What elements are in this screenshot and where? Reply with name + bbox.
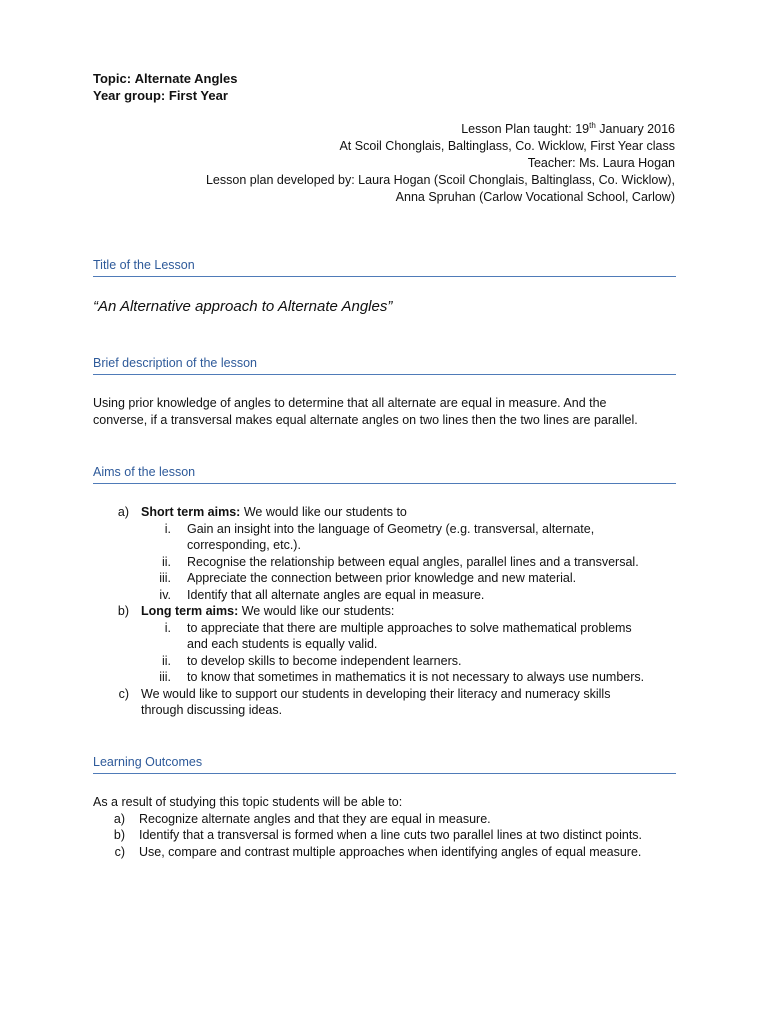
topic-block [93,70,237,104]
aim-item [93,504,693,521]
aim-label: a) [117,505,129,519]
aim-subitem [93,669,693,686]
subitem-label: iii. [159,670,171,684]
year-group-label: Year group: [93,88,166,103]
aim-label: c) [118,686,129,701]
outcome-item [93,811,693,828]
topic-label: Topic: [93,71,132,86]
aim-text: We would like to support our students in developing their literacy and numeracy skills [141,686,611,701]
title-section-header [93,257,676,277]
subitem-label: iii. [159,571,171,585]
school-line: At Scoil Chonglais, Baltinglass, Co. Wicklow, First Year class [339,139,675,153]
lesson-meta [206,121,675,206]
section-heading: Title of the Lesson [93,257,676,277]
subitem-text: to develop skills to become independent learners. [187,653,462,668]
taught-date-suffix: January 2016 [595,122,675,136]
outcomes-list [93,794,693,860]
subitem-label: ii. [161,554,171,569]
subitem-label: i. [164,620,171,635]
aim-subitem [93,653,693,670]
outcomes-section-header [93,754,676,774]
lesson-title: “An Alternative approach to Alternate Angles” [93,298,393,315]
teacher-line: Teacher: Ms. Laura Hogan [527,156,675,170]
aim-text: We would like our students to [240,505,407,519]
subitem-label: iv. [159,587,171,602]
subitem-text: Gain an insight into the language of Geometry (e.g. transversal, alternate, [187,521,595,536]
subitem-text: Recognise the relationship between equal angles, parallel lines and a transversal. [187,554,639,569]
subitem-text: Identify that all alternate angles are equal in measure. [187,587,485,602]
aim-label: b) [117,604,129,618]
aim-subitem [93,554,693,571]
description-text [93,395,683,429]
subitem-text: Appreciate the connection between prior knowledge and new material. [187,571,577,585]
outcome-item [93,844,693,861]
outcome-label: a) [113,811,125,826]
aim-text: We would like our students: [238,604,395,618]
subitem-label: i. [164,521,171,536]
subitem-text: to appreciate that there are multiple approaches to solve mathematical problems [187,620,632,635]
topic-line [93,70,237,87]
aim-subitem [93,587,693,604]
taught-date-sup: th [589,120,596,130]
aim-title: Long term aims: [141,604,239,618]
taught-date [206,121,675,138]
subitem-label: ii. [161,653,171,668]
aim-item [93,603,693,620]
subitem-text: corresponding, etc.). [187,538,301,552]
section-heading: Brief description of the lesson [93,355,676,375]
year-group-value: First Year [168,88,228,103]
description-line: converse, if a transversal makes equal alternate angles on two lines then the two lines are parallel. [93,413,638,427]
aims-list [93,504,693,719]
section-heading: Aims of the lesson [93,464,676,484]
year-group-line [93,87,237,104]
section-heading: Learning Outcomes [93,754,676,774]
taught-date-prefix: Lesson Plan taught: 19 [461,122,590,136]
topic-value: Alternate Angles [134,71,238,86]
outcome-text: Recognize alternate angles and that they are equal in measure. [139,811,491,826]
aim-subitem [93,570,693,587]
subitem-text: to know that sometimes in mathematics it is not necessary to always use numbers. [187,670,645,684]
outcome-text: Identify that a transversal is formed when a line cuts two parallel lines at two distinct points. [139,828,643,842]
aim-subitem [93,521,693,554]
aim-item [93,686,693,719]
developed-by-line-2: Anna Spruhan (Carlow Vocational School, Carlow) [395,190,675,204]
subitem-text: and each students is equally valid. [187,637,378,651]
aim-title: Short term aims: [141,505,241,519]
description-line: Using prior knowledge of angles to determine that all alternate are equal in measure. And the [93,396,607,410]
aim-text: through discussing ideas. [141,703,283,717]
outcome-label: c) [114,844,125,859]
aim-subitem [93,620,693,653]
description-section-header [93,355,676,375]
outcome-label: b) [113,828,125,842]
outcome-text: Use, compare and contrast multiple approaches when identifying angles of equal measure. [139,844,642,859]
aims-section-header [93,464,676,484]
outcome-item [93,827,693,844]
outcomes-intro: As a result of studying this topic students will be able to: [93,795,403,809]
developed-by-line: Lesson plan developed by: Laura Hogan (Scoil Chonglais, Baltinglass, Co. Wicklow), [205,173,675,187]
